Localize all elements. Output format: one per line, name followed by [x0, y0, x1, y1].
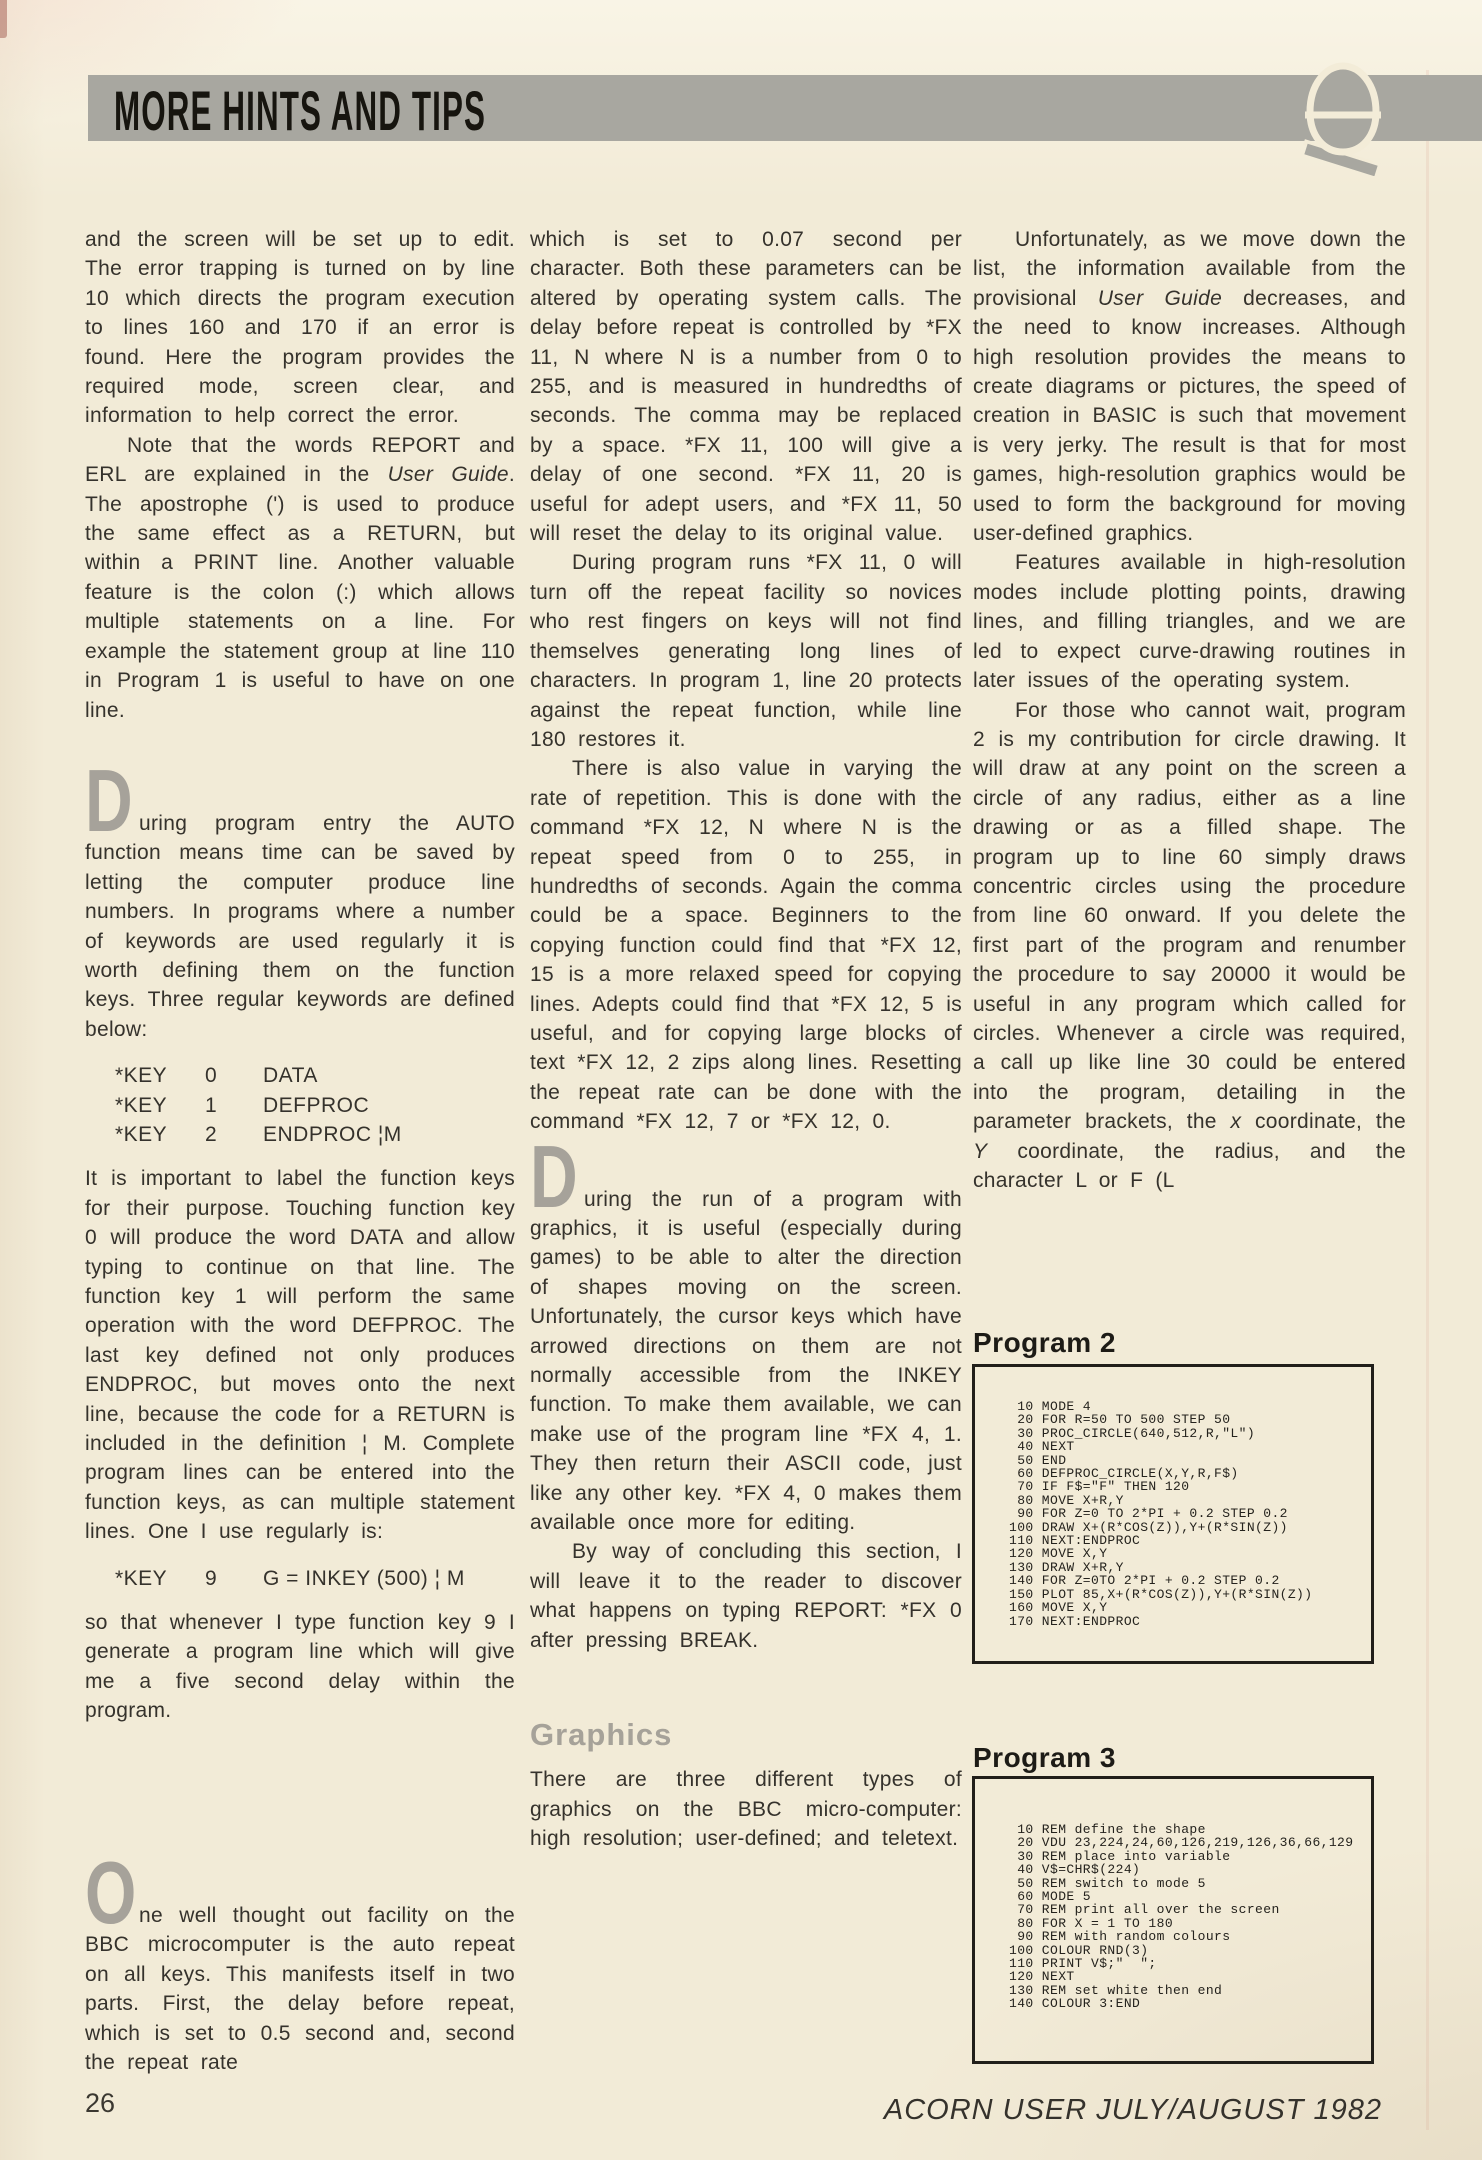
text-segment: ne well thought out facility on the BBC microcomputer is the auto repeat on all keys. This manifests itself in two parts. First, the delay before repeat, which is set to 0.5 second and, second the repeat rate [85, 1904, 515, 2075]
text-segment: coordinate, the [1241, 1110, 1406, 1134]
page-number: 26 [85, 2088, 116, 2118]
code-line: 80 FOR X = 1 TO 180 [1009, 1915, 1174, 1931]
italic-variable: x [1230, 1110, 1242, 1134]
dropcap-paragraph [530, 1126, 962, 1538]
dropcap-paragraph [85, 1843, 515, 2077]
paragraph: Features available in high-resolution modes include plotting points, drawing lines, and filling triangles, and we are led to expect curve-drawing routines in later issues of the operating system. [973, 551, 1406, 693]
dropcap-paragraph [85, 750, 515, 1044]
key-command: *KEY [115, 1566, 168, 1590]
code-line: 70 REM print all over the screen [1009, 1902, 1280, 1918]
code-line: 90 FOR Z=0 TO 2*PI + 0.2 STEP 0.2 [1009, 1506, 1288, 1522]
code-line: 40 NEXT [1009, 1439, 1075, 1455]
italic-variable: Y [973, 1139, 988, 1163]
key-definition-row [85, 1091, 515, 1120]
magazine-footer: ACORN USER JULY/AUGUST 1982 [883, 2094, 1382, 2126]
paragraph [973, 696, 1406, 1196]
column-2 [530, 225, 962, 1853]
code-line: 90 REM with random colours [1009, 1929, 1231, 1945]
code-line: 80 MOVE X+R,Y [1009, 1492, 1124, 1508]
code-line: 60 MODE 5 [1009, 1889, 1092, 1905]
key-value: DEFPROC [263, 1093, 370, 1117]
key-number: 2 [205, 1122, 218, 1146]
code-line: 170 NEXT:ENDPROC [1009, 1613, 1141, 1629]
code-line: 100 COLOUR RND(3) [1009, 1942, 1149, 1958]
paragraph: By way of concluding this section, I will leave it to the reader to discover what happens on typing REPORT: *FX 0 after pressing BREAK. [530, 1540, 962, 1652]
code-line: 130 REM set white then end [1009, 1982, 1223, 1998]
section-cursor-keys [530, 1126, 962, 1538]
program-2-listing-box [972, 1364, 1374, 1664]
code-line: 50 END [1009, 1452, 1067, 1468]
program-2-heading: Program 2 [973, 1327, 1116, 1358]
paragraph [85, 431, 515, 725]
paragraph: It is important to label the function keys for their purpose. Touching function key 0 will produce the word DATA and allow typing to continue on that line. The function key 1 will perform the same operation with the word DEFPROC. The last key defined not only produces ENDPROC, but moves onto the next line, because the code for a RETURN is included in the definition ¦ M. Complete program lines can be entered into the function keys, as can multiple statement lines. One I use regularly is: [85, 1167, 515, 1544]
code-line: 30 REM place into variable [1009, 1848, 1231, 1864]
key-command: *KEY [115, 1122, 168, 1146]
code-line: 120 NEXT [1009, 1969, 1075, 1985]
text-segment: Unfortunately, as we move down the list, the information available from the provisional [973, 228, 1406, 310]
code-line: 140 COLOUR 3:END [1009, 1996, 1141, 2012]
text-segment: coordinate, the radius, and the character L or F (L [973, 1139, 1406, 1192]
text-segment: uring the run of a program with graphics, it is useful (especially during games) to be able to alter the direction of shapes moving on the screen. Unfortunately, the cursor keys which have arrowed directions on them are not normally accessible from the INKEY function. To make them available, we can make use of the program line *FX 4, 1. They then return their ASCII code, just like any other key. *FX 4, 0 makes them available once more for editing. [530, 1187, 962, 1535]
scan-corner-mark [0, 0, 7, 38]
italic-title: User Guide [387, 463, 509, 487]
code-line: 30 PROC_CIRCLE(640,512,R,"L") [1009, 1425, 1256, 1441]
column-3 [973, 225, 1406, 1195]
paragraph: There is also value in varying the rate of repetition. This is done with the command *FX 12, N where N is the repeat speed from 0 to 255, in hundredths of seconds. Again the comma could be a space. Beginners to the copying function could find that *FX 12, 15 is a more relaxed speed for copying lines. Adepts could find that *FX 12, 5 is useful, and for copying large blocks of text *FX 12, 2 zips along lines. Resetting the repeat rate can be done with the command *FX 12, 7 or *FX 12, 0. [530, 757, 962, 1134]
code-line: 140 FOR Z=0TO 2*PI + 0.2 STEP 0.2 [1009, 1573, 1280, 1589]
program-3-code [975, 1779, 1371, 2011]
graphics-section-heading: Graphics [530, 1717, 673, 1753]
paragraph: and the screen will be set up to edit. The error trapping is turned on by line 10 which directs the program execution to lines 160 and 170 if an error is found. Here the program provides the required mode, screen clear, and information to help correct the error. [85, 228, 515, 428]
key-value: DATA [263, 1064, 318, 1088]
key-definition-row [85, 1564, 515, 1593]
key-value: G = INKEY (500) ¦ M [263, 1566, 465, 1590]
dropcap-letter: D [85, 750, 133, 850]
key-number: 0 [205, 1064, 218, 1088]
code-line: 50 REM switch to mode 5 [1009, 1875, 1206, 1891]
section-auto-entry [85, 750, 515, 1044]
paragraph: There are three different types of graphics on the BBC micro-computer: high resolution; user-defined; and teletext. [530, 1768, 962, 1850]
program-3-listing-box [972, 1776, 1374, 2064]
code-line: 160 MOVE X,Y [1009, 1600, 1108, 1616]
paragraph: During program runs *FX 11, 0 will turn off the repeat facility so novices who rest fingers on keys will not find themselves generating long lines of characters. In program 1, line 20 protects against the repeat function, while line 180 restores it. [530, 551, 962, 751]
dropcap-letter: D [530, 1126, 578, 1226]
column-1 [85, 225, 515, 1726]
code-line: 110 NEXT:ENDPROC [1009, 1533, 1141, 1549]
key-value: ENDPROC ¦M [263, 1122, 402, 1146]
key-command: *KEY [115, 1064, 168, 1088]
program-3-heading: Program 3 [973, 1742, 1116, 1773]
code-line: 10 MODE 4 [1009, 1399, 1092, 1414]
function-key-definitions [85, 1061, 515, 1149]
scan-crease-line [1426, 70, 1429, 2130]
key-number: 9 [205, 1566, 218, 1590]
code-line: 20 FOR R=50 TO 500 STEP 50 [1009, 1412, 1231, 1428]
code-line: 120 MOVE X,Y [1009, 1546, 1108, 1562]
code-line: 110 PRINT V$;" "; [1009, 1956, 1157, 1972]
code-line: 60 DEFPROC_CIRCLE(X,Y,R,F$) [1009, 1466, 1239, 1482]
code-line: 10 REM define the shape [1009, 1822, 1206, 1837]
paragraph: which is set to 0.07 second per character. Both these parameters can be altered by operating system calls. The delay before repeat is controlled by *FX 11, N where N is a number from 0 to 255, and is measured in hundredths of seconds. The comma may be replaced by a space. *FX 11, 100 will give a delay of one second. *FX 11, 20 is useful for adept users, and *FX 11, 50 will reset the delay to its original value. [530, 228, 962, 546]
dropcap-letter: O [85, 1843, 137, 1942]
text-segment: For those who cannot wait, program 2 is my contribution for circle drawing. It will draw at any point on the screen a circle of any radius, either as a line drawing or as a filled shape. The program up to line 60 simply draws concentric circles using the procedure from line 60 onward. If you delete the first part of the program and renumber the procedure to say 20000 it would be useful in any program which called for circles. Whenever a circle was required, a call up like line 30 could be entered into the program, detailing in the parameter brackets, the [973, 698, 1406, 1134]
code-line: 40 V$=CHR$(224) [1009, 1862, 1141, 1878]
paragraph: so that whenever I type function key 9 I generate a program line which will give me a five second delay within the program. [85, 1611, 515, 1723]
code-line: 20 VDU 23,224,24,60,126,219,126,36,66,129 [1009, 1835, 1354, 1851]
code-line: 130 DRAW X+R,Y [1009, 1559, 1124, 1575]
key-definition-row [85, 1061, 515, 1090]
key-number: 1 [205, 1093, 218, 1117]
text-segment: . The apostrophe (') is used to produce the same effect as a RETURN, but within a PRINT line. Another valuable feature is the colon (:) which allows multiple statements on a line. For example the statement group at line 110 in Program 1 is useful to have on one line. [85, 463, 515, 722]
page-title: MORE HINTS AND TIPS [114, 79, 487, 142]
key-command: *KEY [115, 1093, 168, 1117]
text-segment: decreases, and the need to know increases. Although high resolution provides the means to create diagrams or pictures, the speed of creation in BASIC is such that movement is very jerky. The result is that for most games, high-resolution graphics would be used to form the background for moving user-defined graphics. [973, 286, 1406, 546]
italic-title: User Guide [1097, 286, 1223, 310]
code-line: 100 DRAW X+(R*COS(Z)),Y+(R*SIN(Z)) [1009, 1519, 1288, 1535]
key-definition-row [85, 1120, 515, 1149]
section-auto-repeat [85, 1843, 515, 2077]
acorn-user-egg-logo [1288, 52, 1400, 176]
text-segment: Note that the words REPORT and ERL are explained in the [85, 433, 515, 487]
code-line: 70 IF F$="F" THEN 120 [1009, 1479, 1190, 1495]
code-line: 150 PLOT 85,X+(R*COS(Z)),Y+(R*SIN(Z)) [1009, 1586, 1313, 1602]
key9-definition [85, 1564, 515, 1593]
text-segment: uring program entry the AUTO function means time can be saved by letting the computer produce line numbers. In programs where a number of keywords are used regularly it is worth defining them on the function keys. Three regular keywords are defined below: [85, 811, 515, 1041]
program-2-code [975, 1367, 1371, 1628]
paragraph [973, 225, 1406, 548]
